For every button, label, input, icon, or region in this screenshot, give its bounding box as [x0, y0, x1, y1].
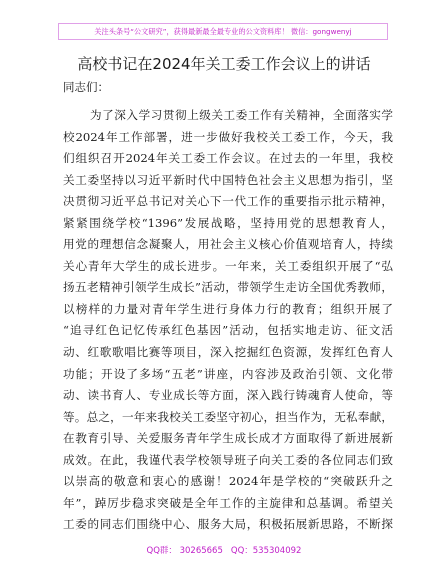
qq-text: QQ：535304092 — [230, 546, 302, 556]
document-body — [63, 105, 393, 536]
contact-footer — [0, 545, 448, 557]
body-line: 决贯彻习近平总书记对关心下一代工作的重要指示批示精神， — [63, 194, 393, 209]
body-line: “追寻红色记忆传承红色基因”活动，包括实地走访、征文活 — [63, 323, 393, 338]
document-title: 高校书记在2024年关工委工作会议上的讲话 — [77, 55, 371, 73]
body-line: 动、读书育人、专业成长等方面，深入践行铸魂育人使命，等 — [63, 388, 393, 403]
body-line: 功能；开设了多场“五老”讲座，内容涉及政治引领、文化带 — [63, 366, 393, 381]
body-line: 校2024年工作部署，进一步做好我校关工委工作，今天，我 — [63, 129, 393, 144]
body-line: 年”，踔厉步稳求突破是全年工作的主旋律和总基调。希望关 — [63, 495, 393, 510]
qq-group-text: QQ群： 30265665 — [146, 546, 223, 556]
body-line: 紧紧围绕学校“1396”发展战略，坚持用党的思想教育人， — [63, 215, 393, 230]
body-line: 成效。在此，我谨代表学校领导班子向关工委的各位同志们致 — [63, 452, 393, 467]
body-line: 以崇高的敬意和衷心的感谢！2024年是学校的“突破跃升之 — [63, 474, 393, 489]
promo-banner: 关注头条号“公文研究”，获得最新最全最专业的公文资料库！ 微信：gongwenyj — [58, 23, 388, 40]
body-line: 们组织召开2024年关工委工作会议。在过去的一年里，我校 — [63, 151, 393, 166]
body-line: 扬五老精神引领学生成长”活动，带领学生走访全国优秀教师， — [63, 280, 393, 295]
body-line: 用党的理想信念凝聚人，用社会主义核心价值观培育人，持续 — [63, 237, 393, 252]
body-line: 以榜样的力量对青年学生进行身体力行的教育；组织开展了 — [63, 301, 393, 316]
body-line: 工委的同志们围绕中心、服务大局，积极拓展新思路，不断探 — [63, 517, 393, 532]
body-line: 在教育引导、关爱服务青年学生成长成才方面取得了新进展新 — [63, 431, 393, 446]
body-line: 关工委坚持以习近平新时代中国特色社会主义思想为指引，坚 — [63, 172, 393, 187]
body-line: 为了深入学习贯彻上级关工委工作有关精神，全面落实学 — [90, 108, 393, 122]
body-line: 等。总之，一年来我校关工委坚守初心，担当作为，无私奉献， — [63, 409, 393, 424]
body-line: 关心青年大学生的成长进步。一年来，关工委组织开展了“弘 — [63, 258, 393, 273]
body-line: 动、红歌歌唱比赛等项目，深入挖掘红色资源，发挥红色育人 — [63, 345, 393, 360]
salutation: 同志们： — [63, 80, 109, 94]
